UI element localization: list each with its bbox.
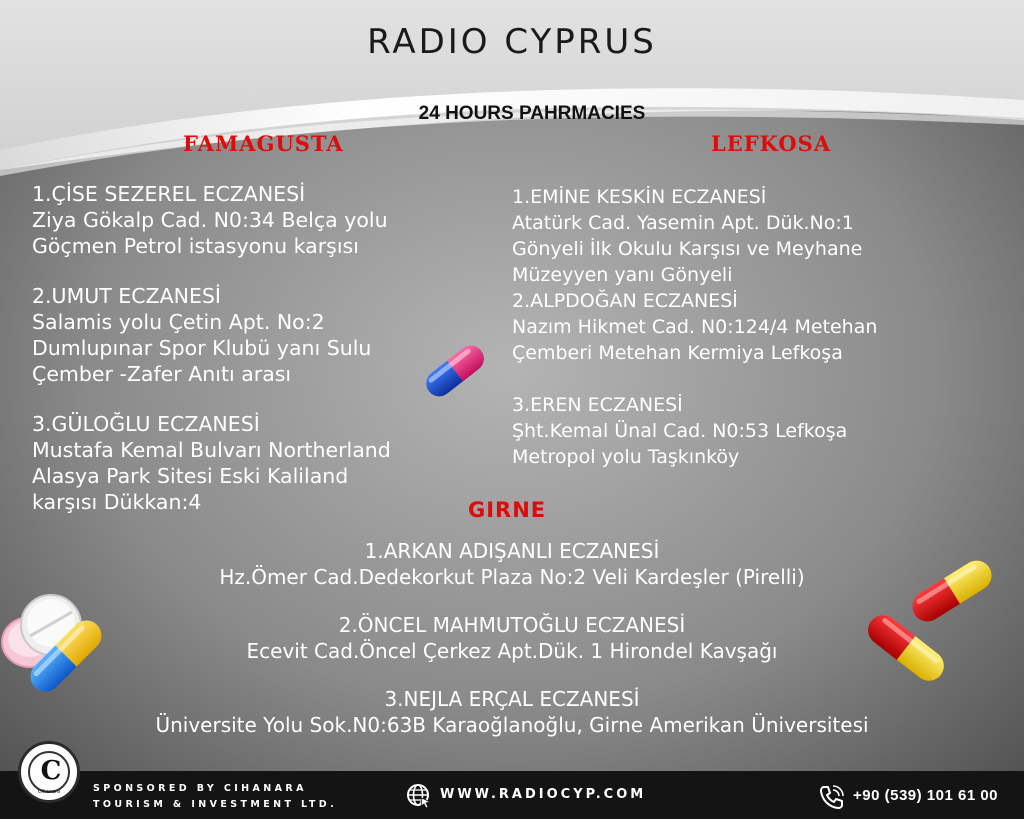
globe-icon bbox=[406, 783, 432, 809]
sponsor-line-1: SPONSORED BY CIHANARA bbox=[93, 783, 307, 794]
list-item: Şht.Kemal Ünal Cad. N0:53 Lefkoşa bbox=[512, 420, 848, 442]
spacer bbox=[32, 387, 391, 411]
list-item: 3.GÜLOĞLU ECZANESİ bbox=[32, 412, 260, 436]
list-item: Metropol yolu Taşkınköy bbox=[512, 446, 740, 468]
list-item: Müzeyyen yanı Gönyeli bbox=[512, 264, 733, 286]
list-item: Dumlupınar Spor Klubü yanı Sulu bbox=[32, 336, 372, 360]
list-item: 2.UMUT ECZANESİ bbox=[32, 284, 221, 308]
list-item: Atatürk Cad. Yasemin Apt. Dük.No:1 bbox=[512, 212, 854, 234]
list-item: 1.EMİNE KESKİN ECZANESİ bbox=[512, 186, 767, 208]
website-link[interactable]: WWW.RADIOCYP.COM bbox=[440, 787, 647, 802]
list-item: Ecevit Cad.Öncel Çerkez Apt.Dük. 1 Hirondel Kavşağı bbox=[246, 639, 778, 663]
list-item: Mustafa Kemal Bulvarı Northerland bbox=[32, 438, 391, 462]
list-item: Hz.Ömer Cad.Dedekorkut Plaza No:2 Veli Kardeşler (Pirelli) bbox=[219, 565, 805, 589]
list-item: 3.EREN ECZANESİ bbox=[512, 394, 683, 416]
list-item: karşısı Dükkan:4 bbox=[32, 490, 202, 514]
list-item: Çember -Zafer Anıtı arası bbox=[32, 362, 292, 386]
list-item: Üniversite Yolu Sok.N0:63B Karaoğlanoğlu, Girne Amerikan Üniversitesi bbox=[155, 713, 869, 737]
list-item: Alasya Park Sitesi Eski Kaliland bbox=[32, 464, 349, 488]
logo-text: Cihanara bbox=[37, 789, 61, 795]
list-item: Salamis yolu Çetin Apt. No:2 bbox=[32, 310, 325, 334]
list-item: 2.ÖNCEL MAHMUTOĞLU ECZANESİ bbox=[338, 613, 686, 637]
famagusta-heading: FAMAGUSTA bbox=[183, 131, 344, 156]
list-item: 1.ÇİSE SEZEREL ECZANESİ bbox=[32, 182, 306, 206]
app-title: RADIO CYPRUS bbox=[367, 22, 657, 62]
sponsor-text bbox=[93, 781, 337, 813]
phone-number[interactable]: +90 (539) 101 61 00 bbox=[853, 787, 999, 804]
lefkosa-list bbox=[512, 184, 877, 470]
list-item: Ziya Gökalp Cad. N0:34 Belça yolu bbox=[32, 208, 388, 232]
list-item: Nazım Hikmet Cad. N0:124/4 Metehan bbox=[512, 316, 878, 338]
list-item: 3.NEJLA ERÇAL ECZANESİ bbox=[384, 687, 640, 711]
list-item: Çemberi Metehan Kermiya Lefkoşa bbox=[512, 342, 843, 364]
page-subtitle: 24 HOURS PAHRMACIES bbox=[418, 103, 646, 124]
sponsor-line-2: TOURISM & INVESTMENT LTD. bbox=[93, 799, 338, 810]
phone-icon bbox=[818, 784, 844, 810]
list-item: Gönyeli İlk Okulu Karşısı ve Meyhane bbox=[512, 238, 863, 260]
list-item: Göçmen Petrol istasyonu karşısı bbox=[32, 234, 359, 258]
famagusta-list bbox=[32, 181, 391, 515]
list-item: 2.ALPDOĞAN ECZANESİ bbox=[512, 290, 738, 312]
lefkosa-heading: LEFKOSA bbox=[711, 131, 832, 156]
capsule-yellow-blue-icon bbox=[16, 606, 116, 706]
capsule-pink-blue-icon bbox=[412, 328, 498, 414]
list-item: 1.ARKAN ADIŞANLI ECZANESİ bbox=[364, 539, 660, 563]
logo-letter: C bbox=[40, 756, 62, 786]
girne-heading: GIRNE bbox=[468, 498, 547, 522]
capsule-red-yellow-icon bbox=[856, 600, 956, 696]
spacer bbox=[32, 259, 391, 283]
spacer bbox=[512, 366, 877, 392]
